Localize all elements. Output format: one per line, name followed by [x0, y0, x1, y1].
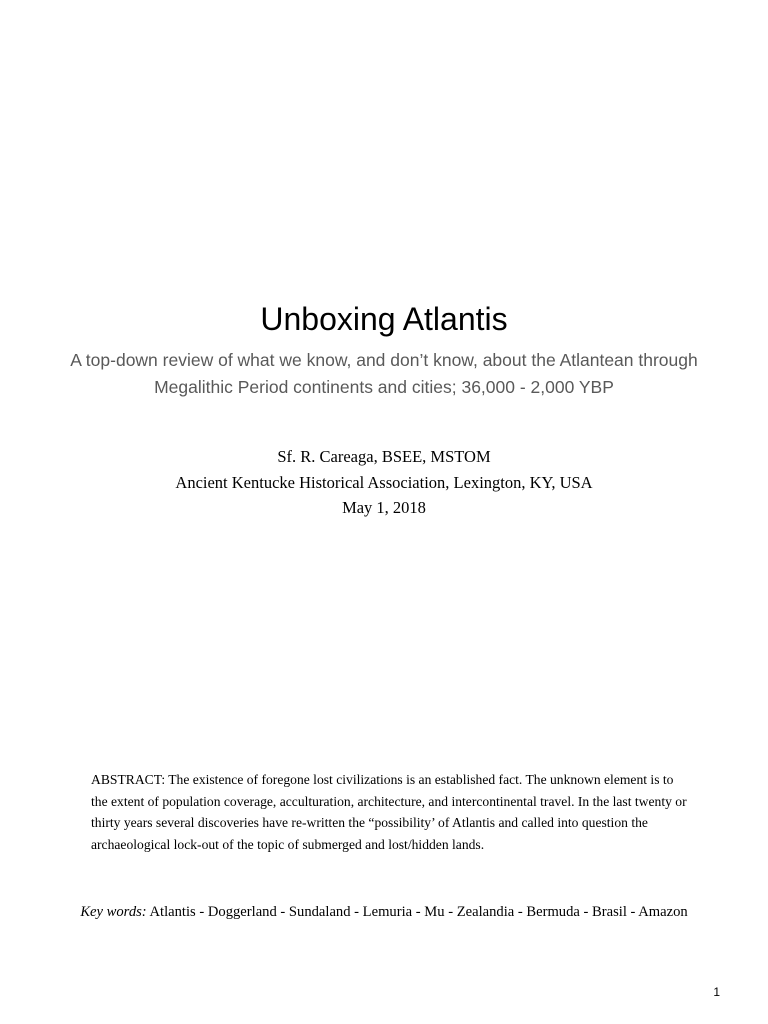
document-title: Unboxing Atlantis	[260, 301, 508, 337]
affiliation: Ancient Kentucke Historical Association, Lexington, KY, USA	[175, 472, 593, 492]
author: Sf. R. Careaga, BSEE, MSTOM	[277, 447, 491, 466]
keywords-list: Atlantis - Doggerland - Sundaland - Lemuria - Mu - Zealandia - Bermuda - Brasil - Amazon	[149, 904, 688, 920]
abstract: ABSTRACT: The existence of foregone lost civilizations is an established fact. The unknown element is to the extent of population coverage, acculturation, architecture, and intercontinental travel. In the last twenty or thirty years several discoveries have re-written the “possibility’ of Atlantis and called into question the archaeological lock-out of the topic of submerged and lost/hidden lands.	[91, 772, 687, 852]
byline	[0, 444, 768, 521]
keywords-label: Key words:	[80, 904, 147, 920]
keywords	[0, 901, 768, 923]
page-number: 1	[713, 985, 720, 999]
publication-date: May 1, 2018	[342, 498, 426, 517]
document-subtitle: A top-down review of what we know, and don’t know, about the Atlantean through Megalithic Period continents and cities; 36,000 - 2,000 YBP	[70, 350, 698, 397]
